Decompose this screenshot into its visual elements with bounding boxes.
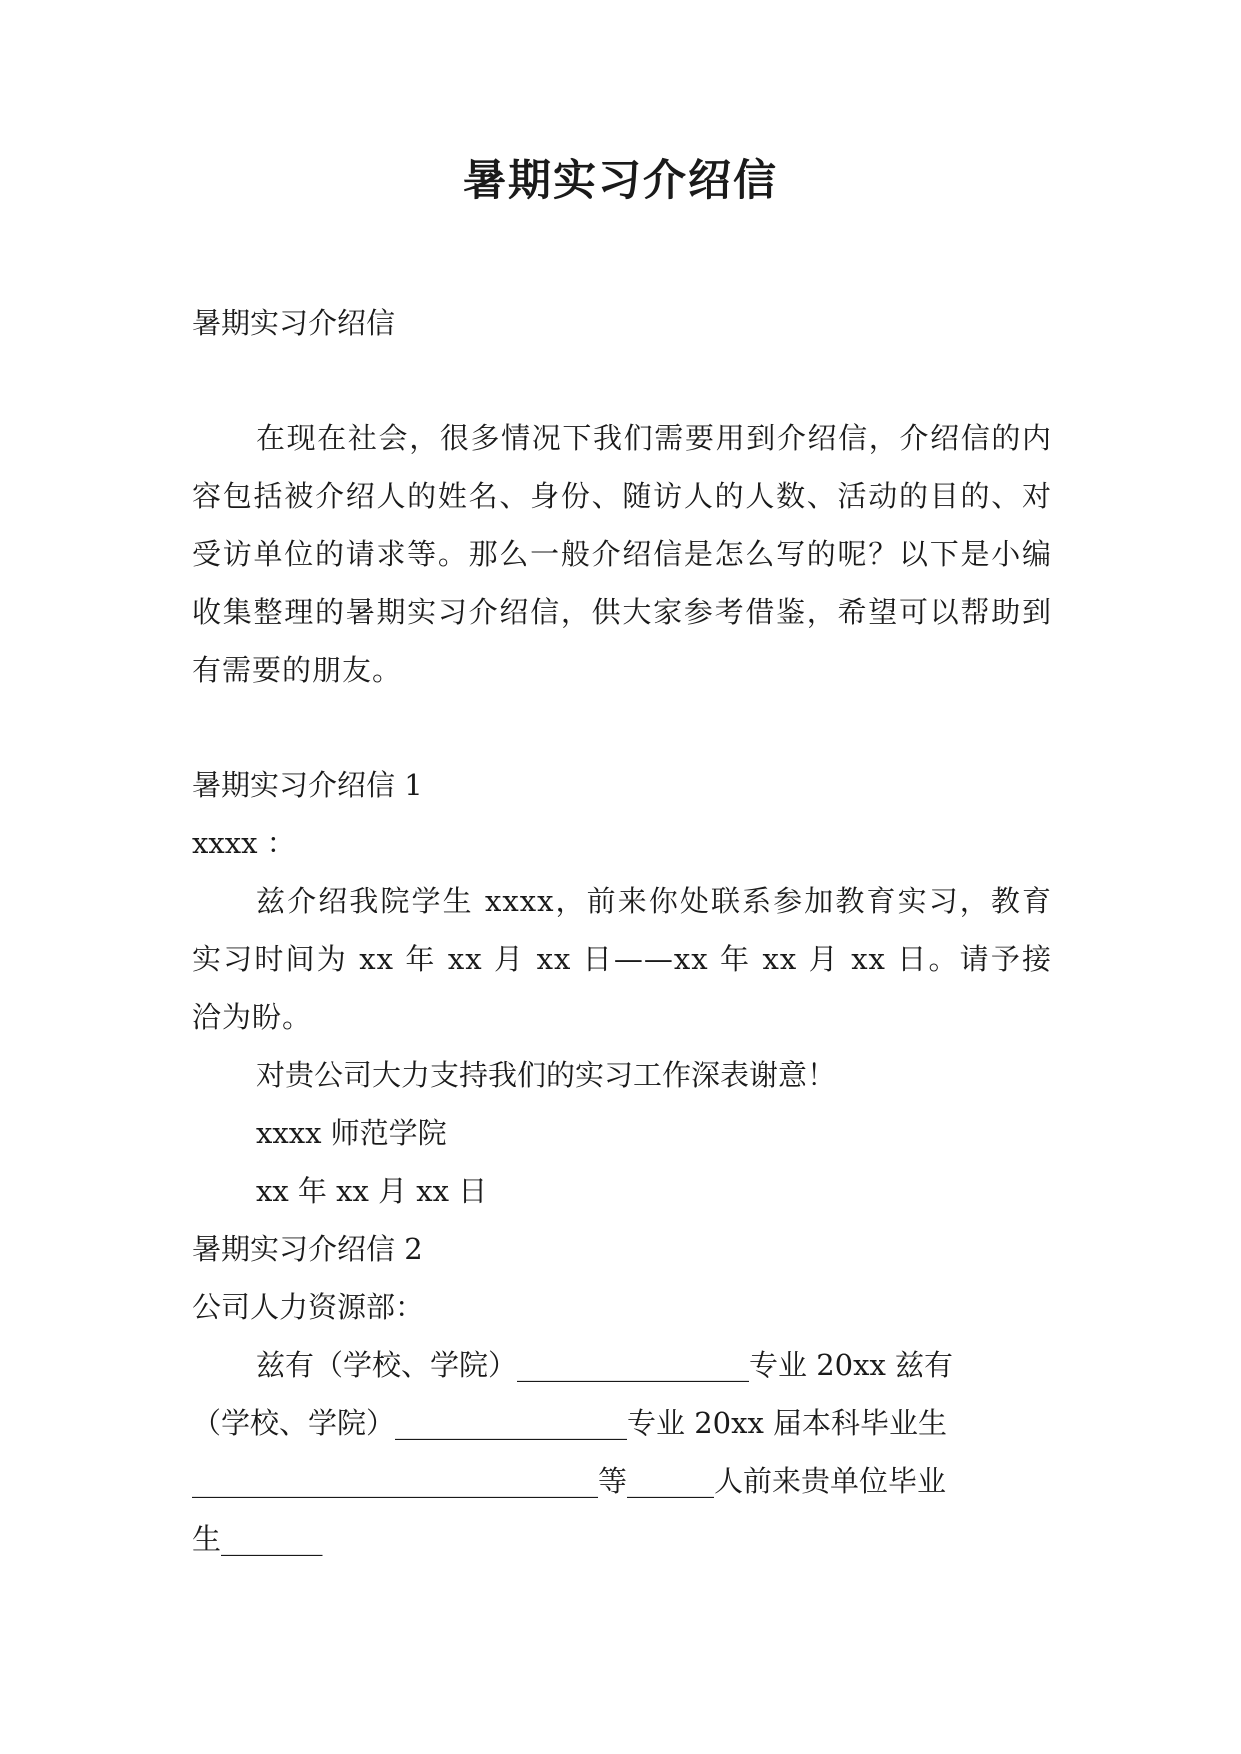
letter2-body-line: ____________________________等______人前来贵单位毕业 [192,1464,947,1498]
document-body [192,294,1052,1568]
letter2-salutation: 公司人力资源部： [192,1290,425,1324]
letter1-date: xx 年 xx 月 xx 日 [256,1174,488,1208]
spacer [192,699,1052,756]
letter1-body: 兹介绍我院学生 xxxx，前来你处联系参加教育实习，教育实习时间为 xx 年 xx 月 xx 日——xx 年 xx 月 xx 日。请予接洽为盼。 [192,884,1052,1034]
spacer [192,352,1052,409]
letter1-salutation: xxxx ： [192,826,296,860]
letter2-body-line: 生_______ [192,1522,323,1556]
page-title: 暑期实习介绍信 [463,156,778,206]
letter1-signature: xxxx 师范学院 [256,1116,447,1150]
letter2-body-line: 兹有（学校、学院）________________专业 20xx 兹有 [256,1348,954,1382]
letter1-heading: 暑期实习介绍信 1 [192,768,423,802]
letter2-heading: 暑期实习介绍信 2 [192,1232,423,1266]
letter2-body-line: （学校、学院）________________专业 20xx 届本科毕业生 [192,1406,948,1440]
intro-paragraph: 在现在社会，很多情况下我们需要用到介绍信，介绍信的内容包括被介绍人的姓名、身份、随访人的人数、活动的目的、对受访单位的请求等。那么一般介绍信是怎么写的呢？以下是小编收集整理的暑期实习介绍信，供大家参考借鉴，希望可以帮助到有需要的朋友。 [192,421,1052,687]
letter1-thanks: 对贵公司大力支持我们的实习工作深表谢意！ [256,1058,837,1092]
subtitle: 暑期实习介绍信 [192,306,396,340]
